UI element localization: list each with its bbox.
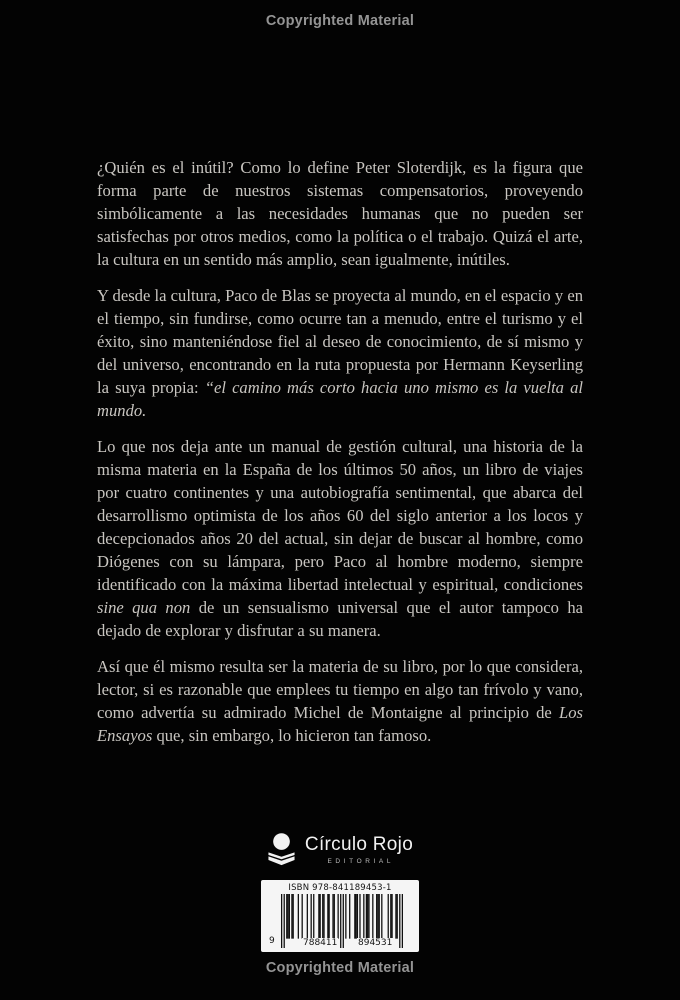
synopsis-text-block [97,156,583,760]
text-segment: Lo que nos deja ante un manual de gestión cultural, una historia de la misma materia en la España de los últimos 50 años, un libro de viajes por cuatro continentes y una autobiografía sentimental, que abarca del desarrollismo optimista de los años 60 del siglo anterior a los locos y decepcionados años 20 del actual, sin dejar de buscar al hombre, como Diógenes con su lámpara, pero Paco al hombre moderno, siempre identificado con la máxima libertad intelectual y espiritual, condiciones [97,437,583,594]
text-segment: Así que él mismo resulta ser la materia de su libro, por lo que considera, lector, si es razonable que emplees tu tiempo en algo tan frívolo y vano, como advertía su admirado Michel de Montaigne al principio de [97,657,583,722]
copyright-watermark-bottom: Copyrighted Material [265,960,415,976]
publisher-logo-text [305,835,413,865]
barcode-lead-digit: 9 [269,936,275,946]
text-segment: Y desde la cultura, Paco de Blas se proyecta al mundo, en el espacio y en el tiempo, sin fundirse, como ocurre tan a menudo, entre el turismo y el éxito, sino manteniéndose fiel al deseo de conocimiento, de sí mismo y del universo, encontrando en la ruta propuesta por Hermann Keyserling la suya propia: [97,286,583,397]
barcode-digits-right: 894531 [358,938,393,948]
barcode-bars-area [265,894,415,951]
isbn-label: ISBN 978-841189453-1 [288,883,392,893]
isbn-barcode [261,880,419,952]
synopsis-paragraph-1 [97,156,583,271]
publisher-subtitle: EDITORIAL [327,857,395,865]
text-segment: ¿Quién es el inútil? Como lo define Peter Sloterdijk, es la figura que forma parte de nuestros sistemas compensatorios, proveyendo simbólicamente a las necesidades humanas que no pueden ser satisfechas por otros medios, como la política o el trabajo. Quizá el arte, la cultura en un sentido más amplio, sean igualmente, inútiles. [97,158,583,269]
publisher-logo [0,831,680,868]
copyright-watermark-top: Copyrighted Material [265,13,415,29]
text-segment: que, sin embargo, lo hicieron tan famoso. [152,726,432,745]
text-segment: de un sensualismo universal que el autor tampoco ha dejado de explorar y disfrutar a su manera. [97,598,583,640]
synopsis-paragraph-2 [97,284,583,422]
synopsis-paragraph-4 [97,655,583,747]
publisher-name: Círculo Rojo [304,833,414,855]
text-segment-italic: sine qua non [97,598,191,617]
barcode-digits-left: 788411 [303,938,338,948]
text-segment-italic: “el camino más corto hacia uno mismo es la vuelta al mundo. [97,378,583,420]
ball-over-book-icon [267,831,296,868]
synopsis-paragraph-3 [97,435,583,642]
text-segment-italic: Los Ensayos [97,703,583,745]
